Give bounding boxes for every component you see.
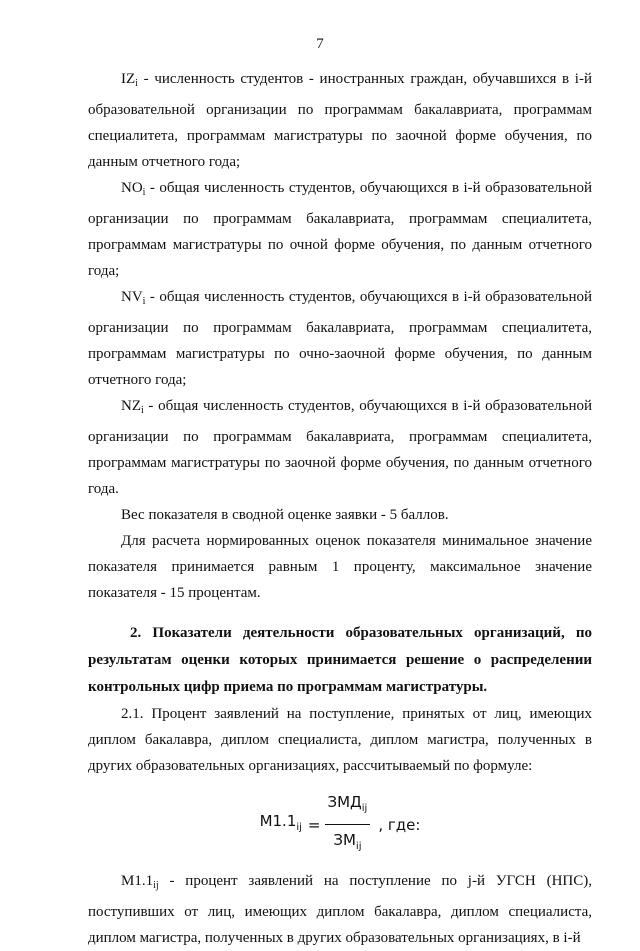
- symbol-nv-subscript: i: [142, 296, 146, 307]
- formula-numerator: [325, 789, 371, 825]
- symbol-m11: М1.1: [121, 873, 154, 889]
- formula-equals: =: [307, 815, 321, 834]
- document-body: [88, 66, 592, 951]
- definition-no: [88, 175, 592, 284]
- definition-nv-text: - общая численность студентов, обучающихся в i-й образовательной организации по программам бакалавриата, программам специалитета, программам магистратуры по очно-заочной форме обучения, по данным отчетного года;: [88, 289, 592, 388]
- formula-denominator: [330, 825, 364, 860]
- formula-tail: , где:: [378, 815, 421, 834]
- formula-denominator-subscript: ij: [355, 841, 362, 852]
- definition-iz: [88, 66, 592, 175]
- definition-nv: [88, 284, 592, 393]
- formula-m11: [88, 789, 592, 860]
- symbol-nz: NZ: [121, 398, 141, 414]
- definition-m11-text: - процент заявлений на поступление по j-й УГСН (НПС), поступивших от лиц, имеющих диплом бакалавра, диплом специалиста, диплом магистра, полученных в других образовательных организациях, в i-й: [88, 873, 592, 946]
- symbol-m11-subscript: ij: [153, 880, 159, 891]
- definition-nz: [88, 393, 592, 502]
- formula-lhs-subscript: ij: [296, 822, 302, 833]
- page-number: 7: [316, 36, 324, 52]
- definition-nz-text: - общая численность студентов, обучающихся в i-й образовательной организации по программам бакалавриата, программам специалитета, программам магистратуры по заочной форме обучения, по данным отчетного года.: [88, 398, 592, 497]
- symbol-iz: IZ: [121, 71, 136, 87]
- formula-denominator-symbol: ЗМ: [333, 831, 356, 849]
- item-2-1: 2.1. Процент заявлений на поступление, принятых от лиц, имеющих диплом бакалавра, диплом специалиста, диплом магистра, полученных в других образовательных организациях, рассчитываемый по формуле:: [88, 706, 592, 774]
- formula-lhs: [260, 808, 302, 841]
- symbol-no-subscript: i: [142, 187, 146, 198]
- definition-m11: [88, 868, 592, 951]
- formula-numerator-subscript: ij: [361, 803, 368, 814]
- section-heading: 2. Показатели деятельности образовательных организаций, по результатам оценки которых принимается решение о распределении контрольных цифр приема по программам магистратуры.: [88, 625, 592, 695]
- formula-lhs-symbol: М1.1: [259, 812, 297, 830]
- formula-fraction: [325, 789, 371, 860]
- definition-iz-text: - численность студентов - иностранных граждан, обучавшихся в i-й образовательной организации по программам бакалавриата, программам специалитета, программам магистратуры по заочной форме обучения, по данным отчетного года;: [88, 71, 592, 170]
- normalization-note: Для расчета нормированных оценок показателя минимальное значение показателя принимается равным 1 проценту, максимальное значение показателя - 15 процентам.: [88, 533, 592, 601]
- symbol-no: NO: [121, 180, 143, 196]
- indicator-weight: Вес показателя в сводной оценке заявки - 5 баллов.: [121, 507, 449, 523]
- formula-numerator-symbol: ЗМД: [327, 793, 362, 811]
- symbol-iz-subscript: i: [135, 78, 138, 89]
- definition-no-text: - общая численность студентов, обучающихся в i-й образовательной организации по программам бакалавриата, программам специалитета, программам магистратуры по очной форме обучения, по данным отчетного года;: [88, 180, 592, 279]
- symbol-nz-subscript: i: [141, 405, 144, 416]
- symbol-nv: NV: [121, 289, 143, 305]
